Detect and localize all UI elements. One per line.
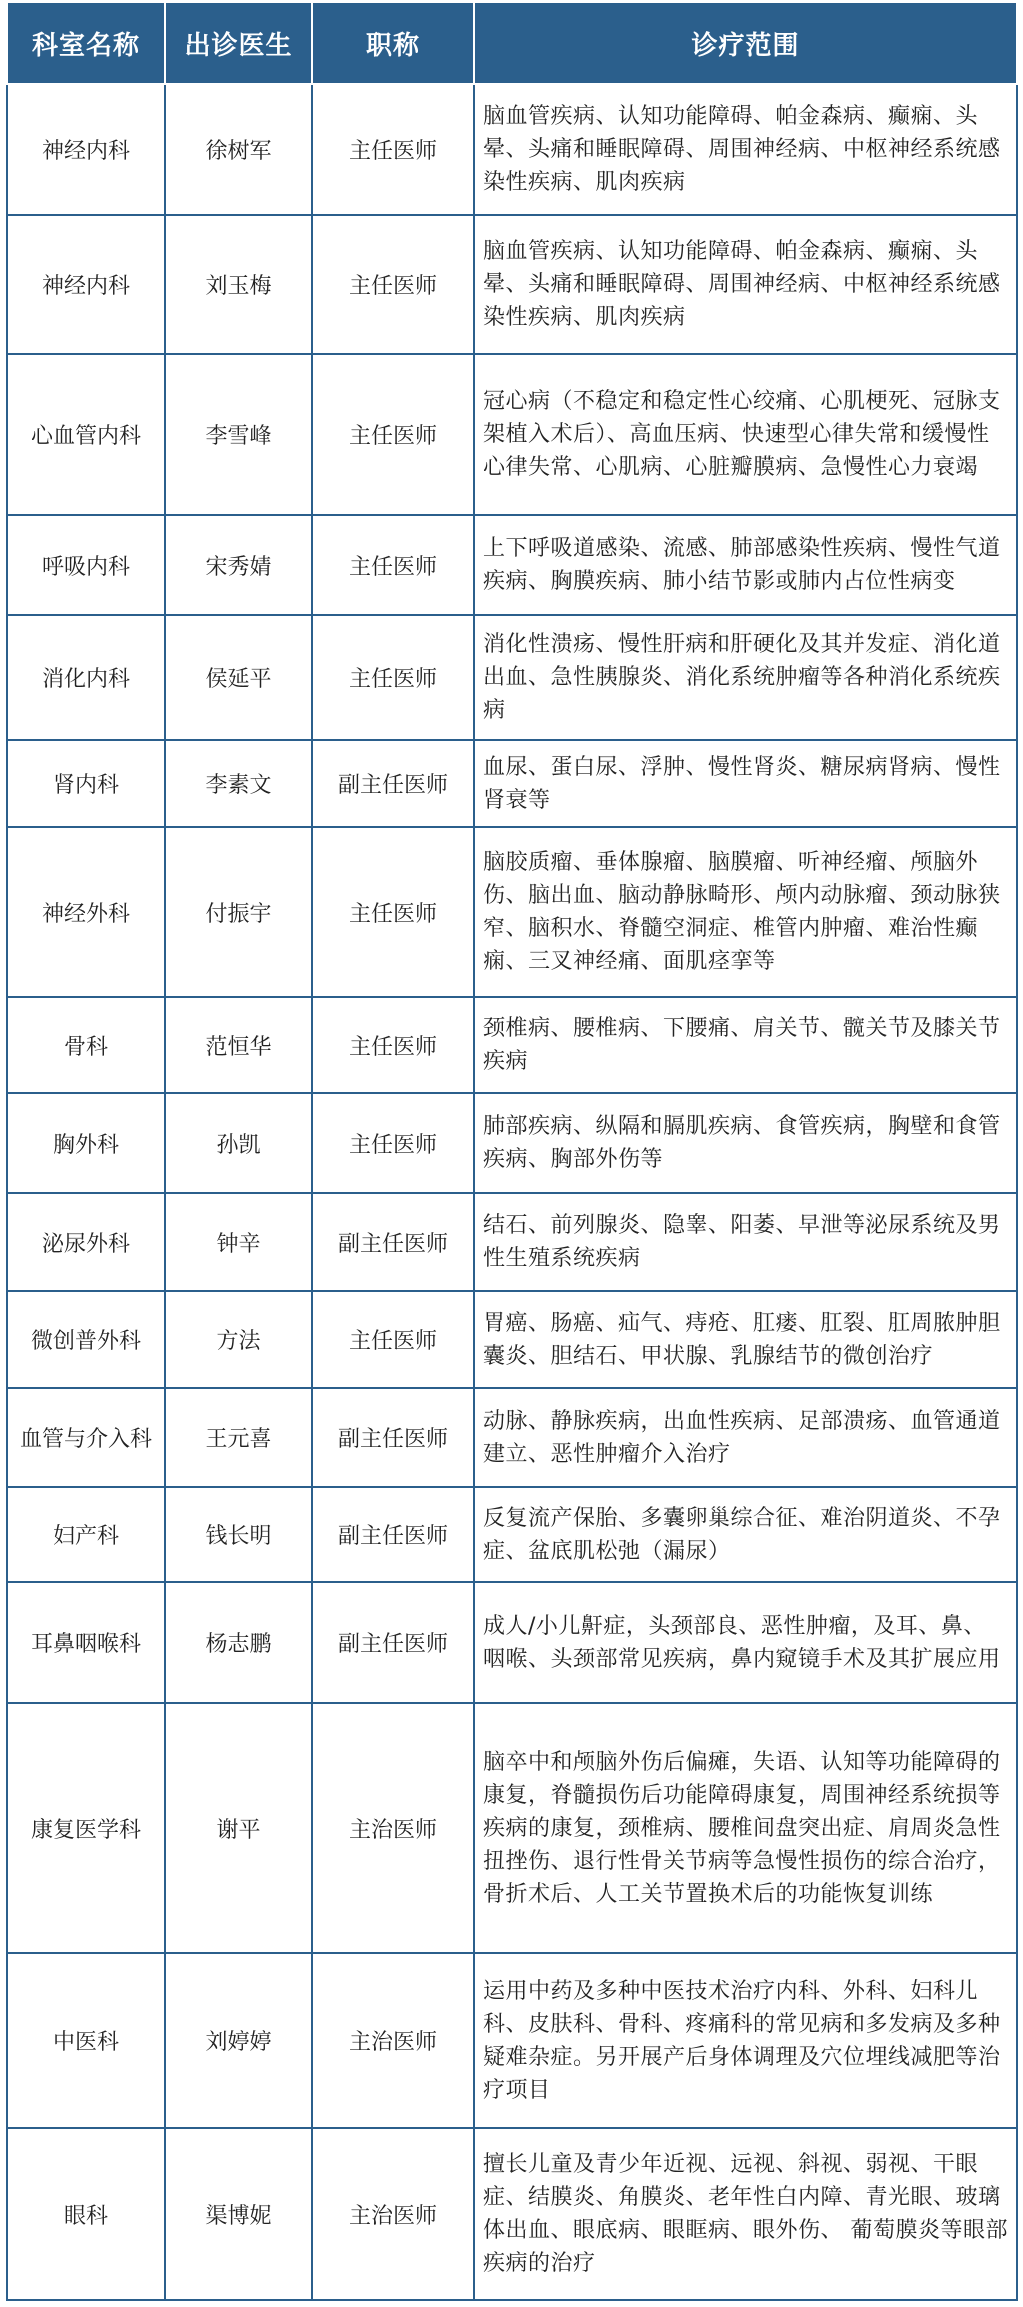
title-cell: 副主任医师 <box>312 1582 474 1703</box>
doctor-cell: 付振宇 <box>165 827 312 997</box>
doctor-cell: 王元喜 <box>165 1388 312 1487</box>
title-cell: 主任医师 <box>312 1093 474 1193</box>
header-department: 科室名称 <box>7 3 165 84</box>
title-cell: 主任医师 <box>312 1291 474 1388</box>
title-cell: 副主任医师 <box>312 1193 474 1291</box>
table-row <box>7 354 1017 515</box>
table-row <box>7 1487 1017 1582</box>
doctor-cell: 谢平 <box>165 1703 312 1953</box>
department-cell: 消化内科 <box>7 615 165 740</box>
table-row <box>7 1291 1017 1388</box>
scope-cell: 脑血管疾病、认知功能障碍、帕金森病、癫痫、头晕、头痛和睡眠障碍、周围神经病、中枢神经系统感染性疾病、肌肉疾病 <box>474 84 1017 215</box>
doctor-cell: 方法 <box>165 1291 312 1388</box>
scope-cell: 冠心病（不稳定和稳定性心绞痛、心肌梗死、冠脉支架植入术后）、高血压病、快速型心律失常和缓慢性心律失常、心肌病、心脏瓣膜病、急慢性心力衰竭 <box>474 354 1017 515</box>
doctor-cell: 李雪峰 <box>165 354 312 515</box>
outpatient-schedule-table <box>6 3 1018 2301</box>
scope-cell: 成人/小儿鼾症，头颈部良、恶性肿瘤，及耳、鼻、咽喉、头颈部常见疾病，鼻内窥镜手术及其扩展应用 <box>474 1582 1017 1703</box>
scope-cell: 结石、前列腺炎、隐睾、阳萎、早泄等泌尿系统及男性生殖系统疾病 <box>474 1193 1017 1291</box>
doctor-cell: 宋秀婧 <box>165 515 312 615</box>
doctor-cell: 范恒华 <box>165 997 312 1093</box>
title-cell: 主治医师 <box>312 2128 474 2300</box>
scope-cell: 胃癌、肠癌、疝气、痔疮、肛瘘、肛裂、肛周脓肿胆囊炎、胆结石、甲状腺、乳腺结节的微创治疗 <box>474 1291 1017 1388</box>
scope-cell: 动脉、静脉疾病，出血性疾病、足部溃疡、血管通道建立、恶性肿瘤介入治疗 <box>474 1388 1017 1487</box>
header-doctor: 出诊医生 <box>165 3 312 84</box>
title-cell: 副主任医师 <box>312 1487 474 1582</box>
table-row <box>7 1388 1017 1487</box>
table-row <box>7 515 1017 615</box>
title-cell: 副主任医师 <box>312 1388 474 1487</box>
table-header-row <box>7 3 1017 84</box>
scope-cell: 上下呼吸道感染、流感、肺部感染性疾病、慢性气道疾病、胸膜疾病、肺小结节影或肺内占位性病变 <box>474 515 1017 615</box>
department-cell: 泌尿外科 <box>7 1193 165 1291</box>
header-scope: 诊疗范围 <box>474 3 1017 84</box>
scope-cell: 颈椎病、腰椎病、下腰痛、肩关节、髋关节及膝关节疾病 <box>474 997 1017 1093</box>
title-cell: 主任医师 <box>312 615 474 740</box>
doctor-cell: 孙凯 <box>165 1093 312 1193</box>
title-cell: 主任医师 <box>312 215 474 354</box>
table-row <box>7 1093 1017 1193</box>
department-cell: 中医科 <box>7 1953 165 2128</box>
title-cell: 主治医师 <box>312 1953 474 2128</box>
doctor-cell: 渠博妮 <box>165 2128 312 2300</box>
scope-cell: 反复流产保胎、多囊卵巢综合征、难治阴道炎、不孕症、盆底肌松弛（漏尿） <box>474 1487 1017 1582</box>
doctor-cell: 杨志鹏 <box>165 1582 312 1703</box>
department-cell: 胸外科 <box>7 1093 165 1193</box>
scope-cell: 脑胶质瘤、垂体腺瘤、脑膜瘤、听神经瘤、颅脑外伤、脑出血、脑动静脉畸形、颅内动脉瘤、颈动脉狭窄、脑积水、脊髓空洞症、椎管内肿瘤、难治性癫痫、三叉神经痛、面肌痉挛等 <box>474 827 1017 997</box>
department-cell: 血管与介入科 <box>7 1388 165 1487</box>
doctor-cell: 侯延平 <box>165 615 312 740</box>
department-cell: 心血管内科 <box>7 354 165 515</box>
department-cell: 耳鼻咽喉科 <box>7 1582 165 1703</box>
department-cell: 呼吸内科 <box>7 515 165 615</box>
title-cell: 主任医师 <box>312 515 474 615</box>
title-cell: 主任医师 <box>312 827 474 997</box>
table-row <box>7 1193 1017 1291</box>
department-cell: 肾内科 <box>7 740 165 827</box>
doctor-cell: 刘玉梅 <box>165 215 312 354</box>
table-row <box>7 997 1017 1093</box>
scope-cell: 脑血管疾病、认知功能障碍、帕金森病、癫痫、头晕、头痛和睡眠障碍、周围神经病、中枢神经系统感染性疾病、肌肉疾病 <box>474 215 1017 354</box>
scope-cell: 血尿、蛋白尿、浮肿、慢性肾炎、糖尿病肾病、慢性肾衰等 <box>474 740 1017 827</box>
scope-cell: 消化性溃疡、慢性肝病和肝硬化及其并发症、消化道出血、急性胰腺炎、消化系统肿瘤等各种消化系统疾病 <box>474 615 1017 740</box>
table-row <box>7 1582 1017 1703</box>
title-cell: 主治医师 <box>312 1703 474 1953</box>
table-row <box>7 1703 1017 1953</box>
department-cell: 妇产科 <box>7 1487 165 1582</box>
scope-cell: 肺部疾病、纵隔和膈肌疾病、食管疾病，胸壁和食管疾病、胸部外伤等 <box>474 1093 1017 1193</box>
table-row <box>7 827 1017 997</box>
table-row <box>7 84 1017 215</box>
title-cell: 主任医师 <box>312 997 474 1093</box>
doctor-cell: 钱长明 <box>165 1487 312 1582</box>
table-row <box>7 1953 1017 2128</box>
scope-cell: 运用中药及多种中医技术治疗内科、外科、妇科儿科、皮肤科、骨科、疼痛科的常见病和多发病及多种疑难杂症。另开展产后身体调理及穴位埋线减肥等治疗项目 <box>474 1953 1017 2128</box>
department-cell: 神经外科 <box>7 827 165 997</box>
table-row <box>7 615 1017 740</box>
table-row <box>7 2128 1017 2300</box>
doctor-cell: 钟辛 <box>165 1193 312 1291</box>
department-cell: 康复医学科 <box>7 1703 165 1953</box>
table-row <box>7 740 1017 827</box>
scope-cell: 擅长儿童及青少年近视、远视、斜视、弱视、干眼症、结膜炎、角膜炎、老年性白内障、青光眼、玻璃体出血、眼底病、眼眶病、眼外伤、 葡萄膜炎等眼部疾病的治疗 <box>474 2128 1017 2300</box>
table-row <box>7 215 1017 354</box>
department-cell: 神经内科 <box>7 215 165 354</box>
doctor-cell: 徐树军 <box>165 84 312 215</box>
doctor-cell: 刘婷婷 <box>165 1953 312 2128</box>
department-cell: 骨科 <box>7 997 165 1093</box>
title-cell: 主任医师 <box>312 84 474 215</box>
title-cell: 主任医师 <box>312 354 474 515</box>
department-cell: 眼科 <box>7 2128 165 2300</box>
title-cell: 副主任医师 <box>312 740 474 827</box>
doctor-cell: 李素文 <box>165 740 312 827</box>
department-cell: 神经内科 <box>7 84 165 215</box>
header-title: 职称 <box>312 3 474 84</box>
scope-cell: 脑卒中和颅脑外伤后偏瘫，失语、认知等功能障碍的康复，脊髓损伤后功能障碍康复，周围神经系统损等疾病的康复，颈椎病、腰椎间盘突出症、肩周炎急性扭挫伤、退行性骨关节病等急慢性损伤的综合治疗，骨折术后、人工关节置换术后的功能恢复训练 <box>474 1703 1017 1953</box>
department-cell: 微创普外科 <box>7 1291 165 1388</box>
